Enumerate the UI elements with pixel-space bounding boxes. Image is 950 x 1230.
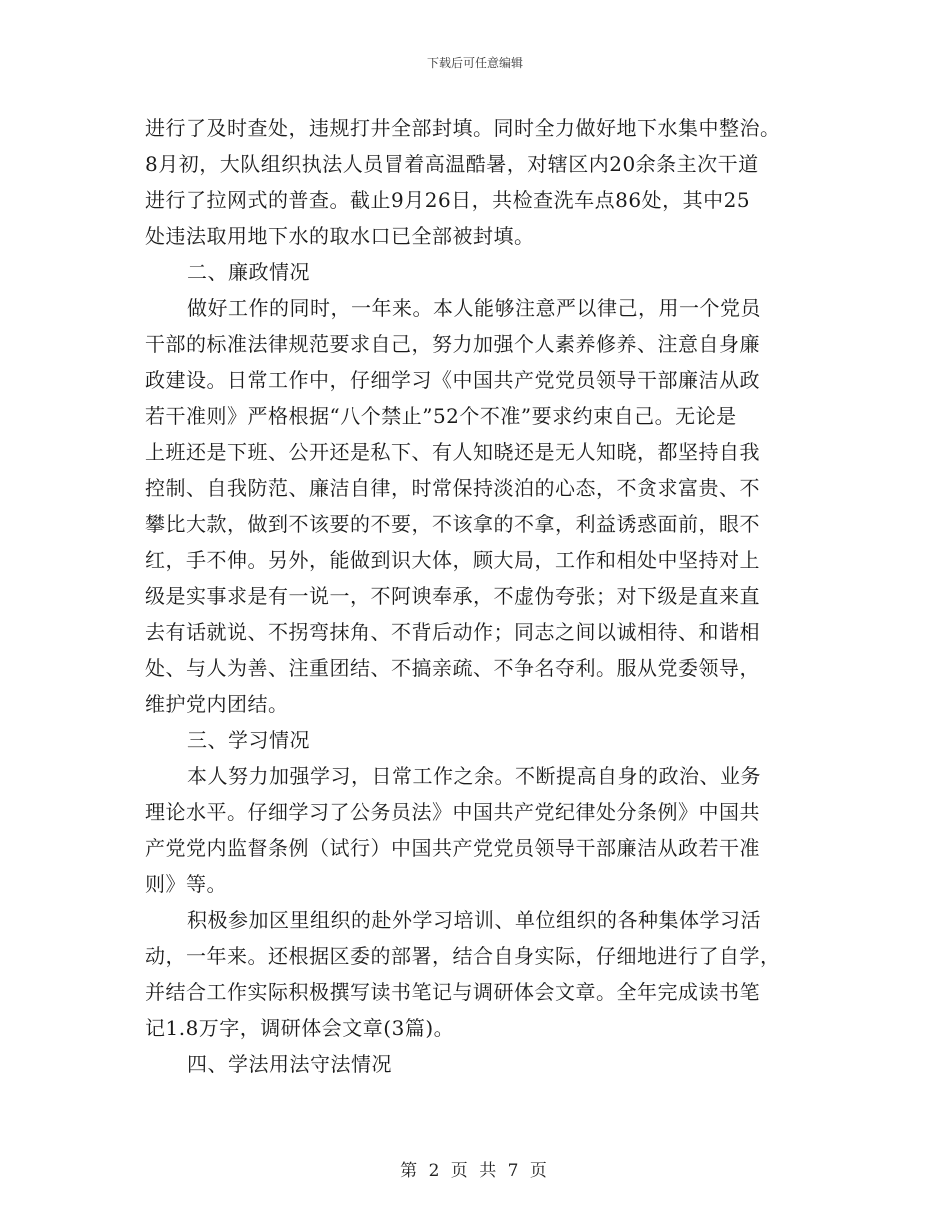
text-line: 处、与人为善、注重团结、不搞亲疏、不争名夺利。服从党委领导， — [145, 656, 760, 680]
text-line: 控制、自我防范、廉洁自律，时常保持淡泊的心态，不贪求富贵、不 — [145, 476, 760, 500]
document-body — [145, 110, 810, 1082]
paragraph-study-2 — [145, 902, 810, 1046]
text-line: 上班还是下班、公开还是私下、有人知晓还是无人知晓，都坚持自我 — [145, 440, 760, 464]
page-header: 下载后可任意编辑 — [426, 56, 523, 70]
text-line: 并结合工作实际积极撰写读书笔记与调研体会文章。全年完成读书笔 — [145, 980, 760, 1004]
text-line: 则》等。 — [145, 872, 227, 896]
text-line: 积极参加区里组织的赴外学习培训、单位组织的各种集体学习活 — [187, 908, 761, 932]
section-heading-integrity — [145, 254, 810, 290]
text-line: 进行了拉网式的普查。截止9月26日，共检查洗车点86处，其中25 — [145, 188, 751, 212]
text-line: 政建设。日常工作中，仔细学习《中国共产党党员领导干部廉洁从政 — [145, 368, 760, 392]
text-line: 记1.8万字，调研体会文章(3篇)。 — [145, 1016, 455, 1040]
text-line: 级是实事求是有一说一，不阿谀奉承，不虚伪夸张；对下级是直来直 — [145, 584, 760, 608]
section-heading-study — [145, 722, 810, 758]
heading-text: 三、学习情况 — [187, 728, 310, 752]
text-line: 理论水平。仔细学习了公务员法》中国共产党纪律处分条例》中国共 — [145, 800, 760, 824]
text-line: 8月初，大队组织执法人员冒着高温酷暑，对辖区内20余条主次干道 — [145, 152, 759, 176]
text-line: 攀比大款，做到不该要的不要，不该拿的不拿，利益诱惑面前，眼不 — [145, 512, 760, 536]
text-line: 红，手不伸。另外，能做到识大体，顾大局，工作和相处中坚持对上 — [145, 548, 760, 572]
page-footer: 第 2 页 共 7 页 — [400, 1161, 550, 1181]
text-line: 维护党内团结。 — [145, 692, 289, 716]
text-line: 本人努力加强学习，日常工作之余。不断提高自身的政治、业务 — [187, 764, 761, 788]
text-line: 处违法取用地下水的取水口已全部被封填。 — [145, 224, 535, 248]
section-heading-law — [145, 1046, 810, 1082]
paragraph-study-1 — [145, 758, 810, 902]
text-line: 动，一年来。还根据区委的部署，结合自身实际，仔细地进行了自学， — [145, 944, 781, 968]
text-line: 产党党内监督条例（试行）中国共产党党员领导干部廉洁从政若干准 — [145, 836, 760, 860]
text-line: 进行了及时查处，违规打井全部封填。同时全力做好地下水集中整治。 — [145, 116, 781, 140]
text-line: 干部的标准法律规范要求自己，努力加强个人素养修养、注意自身廉 — [145, 332, 760, 356]
text-line: 若干准则》严格根据“八个禁止”52个不准”要求约束自己。无论是 — [145, 404, 737, 428]
paragraph-integrity — [145, 290, 810, 722]
heading-text: 四、学法用法守法情况 — [187, 1052, 392, 1076]
paragraph-1 — [145, 110, 810, 254]
text-line: 做好工作的同时，一年来。本人能够注意严以律己，用一个党员 — [187, 296, 761, 320]
heading-text: 二、廉政情况 — [187, 260, 310, 284]
text-line: 去有话就说、不拐弯抹角、不背后动作；同志之间以诚相待、和谐相 — [145, 620, 760, 644]
